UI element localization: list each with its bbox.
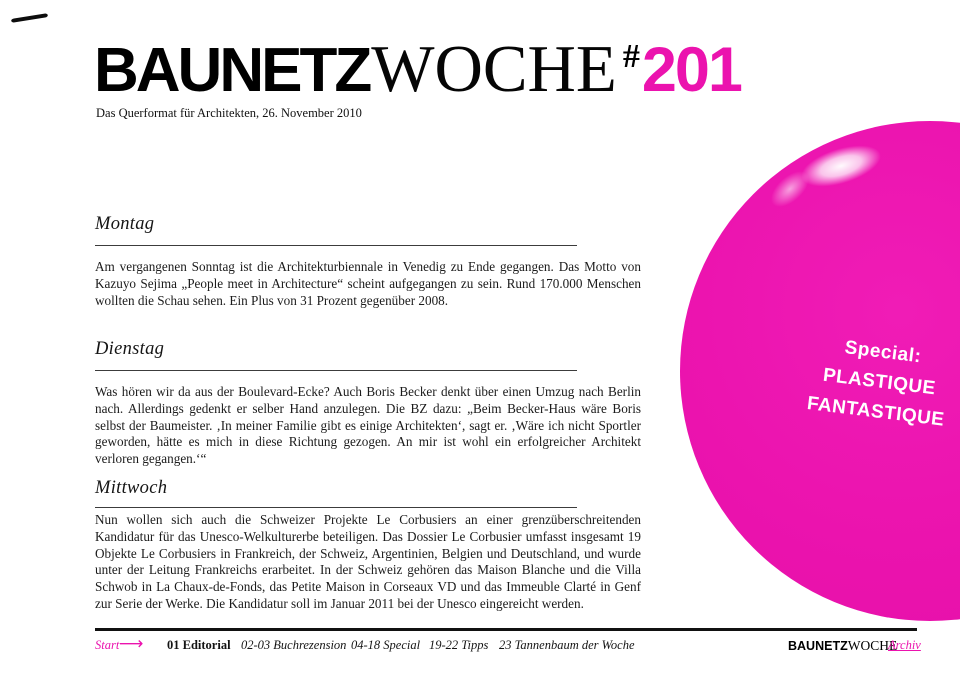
footer-row <box>0 634 960 658</box>
start-link[interactable]: Start <box>95 638 120 652</box>
section-body-mittwoch: Nun wollen sich auch die Schweizer Projekte Le Corbusiers an einer grenzüberschreitenden Kandidatur für das Unesco-Welkulturerbe beteiligen. Das Dossier Le Corbusier umfasst insgesamt 19 Objekte Le Corbusiers in Frankreich, der Schweiz, Argentinien, Belgien und Deutschland, und wurde unter der Leitung Frankreichs erarbeitet. In der Schweiz gehören das Maison Blanche und die Villa Schwob in La Chaux-de-Fonds, das Petite Maison in Corseaux VD und das Immeuble Clarté in Genf zur Serie der Werke. Die Kandidatur soll im Januar 2011 bei der Unesco eingereicht werden. <box>95 512 641 611</box>
tagline: Das Querformat für Architekten, 26. November 2010 <box>96 106 362 120</box>
footer-brand-bold: BAUNETZ <box>788 639 848 653</box>
footer-rule <box>95 628 917 631</box>
masthead <box>94 32 741 106</box>
nav-item-special[interactable]: 04-18 Special <box>351 638 421 652</box>
footer-brand-serif: WOCHE <box>847 638 898 653</box>
footer-navigation <box>0 626 960 679</box>
start-arrow-icon[interactable]: ⟶ <box>119 634 144 654</box>
special-badge-line3: FANTASTIQUE <box>805 392 946 431</box>
brand-name-bold: BAUNETZ <box>94 36 370 105</box>
nav-item-tannenbaum[interactable]: 23 Tannenbaum der Woche <box>499 638 635 652</box>
issue-number: 201 <box>641 35 741 105</box>
section-body-dienstag: Was hören wir da aus der Boulevard-Ecke? Auch Boris Becker denkt über einen Umzug nach Berlin nach. Allerdings gedenkt er selber Hand anzulegen. Die BZ dazu: „Beim Becker-Haus wäre Boris selbst der Baumeister. ‚In meiner Familie gibt es einige Architekten‘, sagt er. ‚Wäre ich nicht Sportler geworden, hätte es mich in diese Richtung gezogen. An mir ist wohl ein erfolgreicher Architekt verloren gegangen.‘“ <box>95 384 641 467</box>
footer-brand <box>788 638 897 654</box>
special-badge-line2: PLASTIQUE <box>821 364 937 400</box>
pen-stroke-logo-icon <box>11 13 48 23</box>
section-rule <box>95 507 577 508</box>
section-title-mittwoch: Mittwoch <box>95 478 168 498</box>
section-rule <box>95 370 577 371</box>
issue-hash-symbol: # <box>622 38 640 75</box>
section-title-montag: Montag <box>95 214 155 234</box>
nav-item-tipps[interactable]: 19-22 Tipps <box>429 638 489 652</box>
section-montag <box>95 212 641 309</box>
section-body-montag: Am vergangenen Sonntag ist die Architekturbiennale in Venedig zu Ende gegangen. Das Motto von Kazuyo Sejima „People meet in Architecture“ scheint aufgegangen zu sein. Rund 170.000 Menschen wollten die Schau sehen. Ein Plus von 31 Prozent gegenüber 2008. <box>95 259 641 308</box>
special-badge-line1: Special: <box>843 337 923 368</box>
section-mittwoch <box>95 476 641 613</box>
nav-item-editorial[interactable]: 01 Editorial <box>167 638 231 652</box>
brand-name-serif: WOCHE <box>371 32 617 106</box>
section-title-dienstag: Dienstag <box>95 339 165 359</box>
section-rule <box>95 245 577 246</box>
nav-item-buchrezension[interactable]: 02-03 Buchrezension <box>241 638 347 652</box>
archiv-link[interactable]: Archiv <box>888 638 921 652</box>
section-dienstag <box>95 337 641 468</box>
